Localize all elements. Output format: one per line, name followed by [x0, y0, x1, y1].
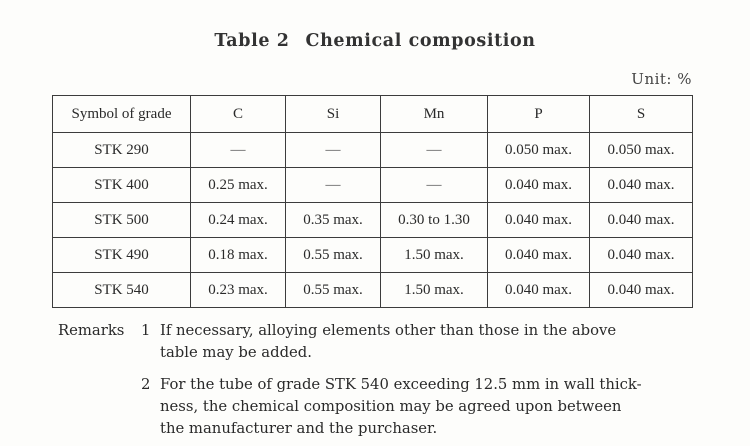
- s-cell: 0.040 max.: [590, 238, 693, 273]
- remark-number: 2: [141, 376, 151, 393]
- p-cell: 0.040 max.: [488, 238, 590, 273]
- remark-line: ness, the chemical composition may be agreed upon between: [160, 398, 622, 415]
- grade-cell: STK 490: [53, 238, 191, 273]
- c-cell: 0.25 max.: [191, 168, 286, 203]
- table-row: [53, 238, 693, 273]
- column-header-p: P: [488, 96, 590, 133]
- remark-text: [160, 320, 698, 364]
- si-cell: —: [286, 168, 381, 203]
- s-cell: 0.050 max.: [590, 133, 693, 168]
- si-cell: 0.35 max.: [286, 203, 381, 238]
- table-caption: Chemical composition: [305, 31, 536, 51]
- table-title: [0, 31, 750, 51]
- mn-cell: —: [381, 168, 488, 203]
- table-row: [53, 168, 693, 203]
- remark-line: If necessary, alloying elements other than those in the above: [160, 322, 617, 339]
- unit-label: Unit: %: [631, 70, 692, 88]
- c-cell: 0.18 max.: [191, 238, 286, 273]
- column-header-c: C: [191, 96, 286, 133]
- p-cell: 0.040 max.: [488, 168, 590, 203]
- table-header-row: [53, 96, 693, 133]
- remark-text: [160, 374, 698, 440]
- s-cell: 0.040 max.: [590, 273, 693, 308]
- table-row: [53, 133, 693, 168]
- p-cell: 0.050 max.: [488, 133, 590, 168]
- c-cell: 0.24 max.: [191, 203, 286, 238]
- c-cell: 0.23 max.: [191, 273, 286, 308]
- column-header-s: S: [590, 96, 693, 133]
- chemical-composition-table: [52, 95, 693, 308]
- table-number: Table 2: [214, 31, 290, 51]
- grade-cell: STK 540: [53, 273, 191, 308]
- remark-item: [58, 320, 698, 364]
- remark-line: For the tube of grade STK 540 exceeding 12.5 mm in wall thick-: [160, 376, 642, 393]
- column-header-symbol: Symbol of grade: [53, 96, 191, 133]
- grade-cell: STK 290: [53, 133, 191, 168]
- column-header-si: Si: [286, 96, 381, 133]
- mn-cell: —: [381, 133, 488, 168]
- p-cell: 0.040 max.: [488, 203, 590, 238]
- remark-item: [58, 374, 698, 440]
- grade-cell: STK 500: [53, 203, 191, 238]
- remark-line: the manufacturer and the purchaser.: [160, 420, 438, 437]
- mn-cell: 1.50 max.: [381, 273, 488, 308]
- c-cell: —: [191, 133, 286, 168]
- p-cell: 0.040 max.: [488, 273, 590, 308]
- remark-line: table may be added.: [160, 344, 312, 361]
- column-header-mn: Mn: [381, 96, 488, 133]
- table-row: [53, 203, 693, 238]
- remarks-label: Remarks: [58, 322, 125, 339]
- s-cell: 0.040 max.: [590, 203, 693, 238]
- table-row: [53, 273, 693, 308]
- mn-cell: 1.50 max.: [381, 238, 488, 273]
- remarks-section: [58, 320, 698, 440]
- grade-cell: STK 400: [53, 168, 191, 203]
- si-cell: 0.55 max.: [286, 238, 381, 273]
- remark-number: 1: [141, 322, 151, 339]
- mn-cell: 0.30 to 1.30: [381, 203, 488, 238]
- si-cell: 0.55 max.: [286, 273, 381, 308]
- s-cell: 0.040 max.: [590, 168, 693, 203]
- si-cell: —: [286, 133, 381, 168]
